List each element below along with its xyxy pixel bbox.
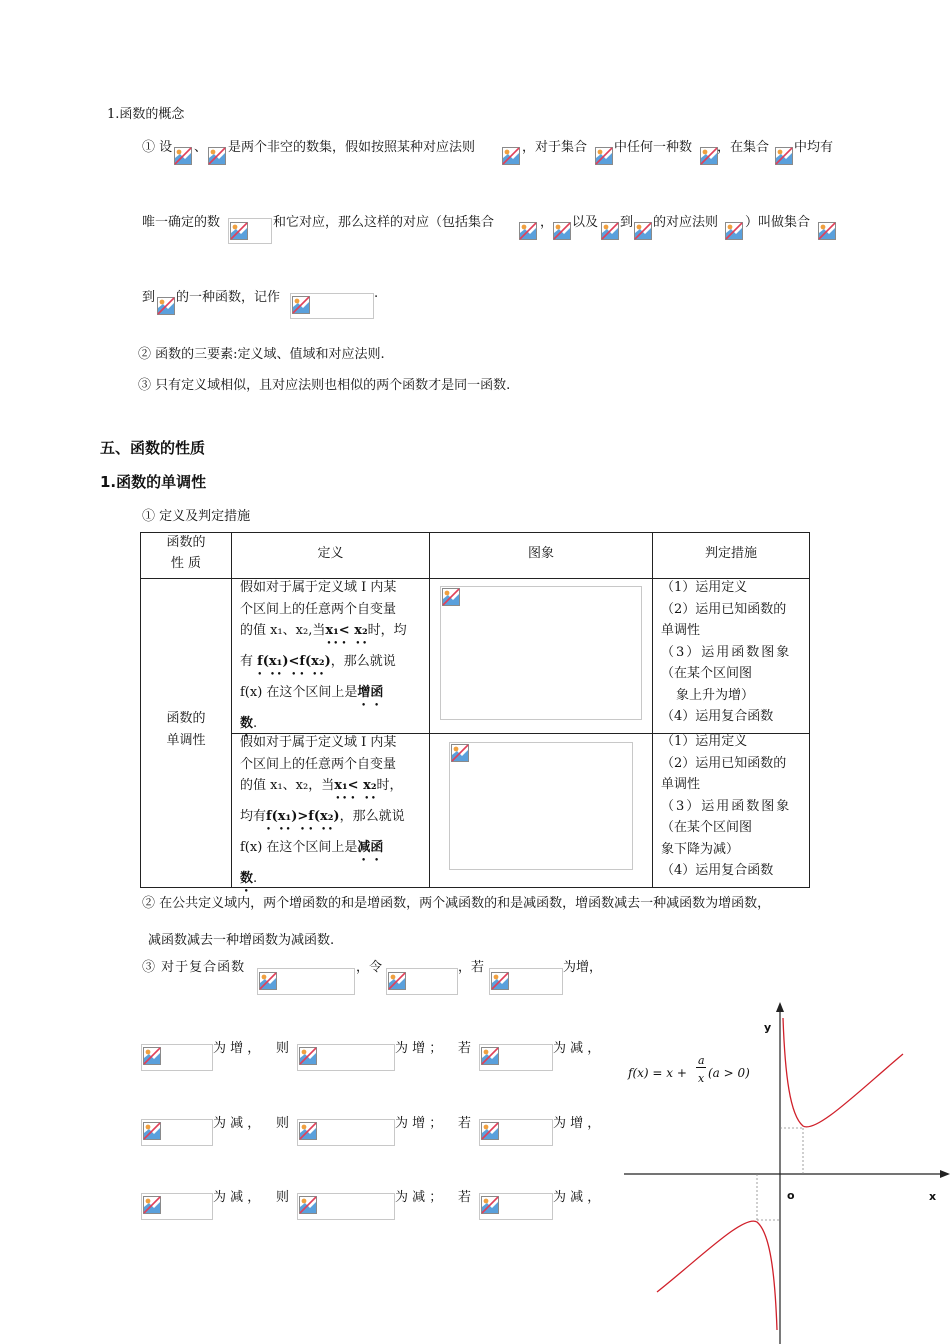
def-text: 时，均 [367, 623, 407, 638]
def-text: 时， [376, 778, 403, 793]
text-segment: 是两个非空的数集，假如按照某种对应法则 [228, 140, 476, 155]
header-text: 函数的 性 质 [166, 535, 206, 571]
text-segment: 唯一确定的数 [142, 215, 221, 230]
sum-of-functions-text: ② 在公共定义域内，两个增函数的和是增函数，两个减函数的和是减函数，增函数减去一种减函数为增函数， [142, 896, 771, 911]
def-line: 个区间上的任意两个自变量 [240, 756, 397, 772]
text-segment: 若 [458, 1041, 472, 1056]
y-axis-arrow-icon [776, 1002, 784, 1012]
table-header-property [141, 532, 231, 574]
text-segment: ，若 [458, 960, 485, 975]
method-item: （2）运用已知函数的 [661, 755, 787, 771]
def-text: 的值 x₁、x₂，当 [240, 778, 335, 793]
emphasis-inequality: f(x₁)>f(x₂) [266, 809, 340, 824]
curve-right-branch [783, 1018, 903, 1127]
def-text: . [253, 871, 258, 886]
def-line: 假如对于属于定义域 I 内某 [240, 580, 397, 595]
table-header-methods: 判定措施 [704, 546, 757, 561]
method-item: 象下降为减） [661, 841, 740, 857]
table-header-definition: 定义 [317, 546, 344, 561]
text-segment: 中任何一种数 [614, 140, 693, 155]
def-text: 的值 x₁、x₂,当 [240, 623, 326, 638]
def-line [240, 775, 425, 802]
broken-image-icon [292, 296, 310, 314]
method-item: （在某个区间图 [661, 820, 753, 835]
increasing-methods [661, 577, 809, 728]
method-item: （3）运用函数图象 [661, 644, 792, 660]
composite-function-text: ③ 对于复合函数 [142, 960, 246, 975]
broken-image-icon [388, 972, 406, 990]
text-segment: 为 增 ； [395, 1041, 443, 1056]
def-line [240, 651, 425, 678]
def-line [240, 868, 425, 895]
emphasis-inequality: f(x₁)<f(x₂) [257, 654, 331, 669]
increasing-graph-placeholder [440, 586, 642, 720]
subsection-monotonicity: 1.函数的单调性 [100, 473, 207, 491]
def-text: 均有 [240, 809, 267, 824]
def-line: 个区间上的任意两个自变量 [240, 601, 397, 617]
method-item: 单调性 [661, 623, 701, 638]
broken-image-icon [481, 1122, 499, 1140]
emphasis-increasing: 数 [240, 716, 254, 731]
hyperbola-graph [620, 1000, 950, 1344]
text-segment: 若 [458, 1190, 472, 1205]
broken-image-icon [442, 588, 460, 606]
emphasis-condition: x₁< x₂ [325, 623, 368, 638]
same-function-text: ③ 只有定义域相似，且对应法则也相似的两个函数才是同一函数. [138, 378, 511, 393]
text-segment: 则 [276, 1041, 290, 1056]
section-heading-function-concept: 1.函数的概念 [107, 107, 185, 122]
method-item: （4）运用复合函数 [661, 709, 774, 724]
broken-image-icon [208, 147, 226, 165]
broken-image-icon [634, 222, 652, 240]
broken-image-icon [553, 222, 571, 240]
method-item: （3）运用函数图象 [661, 798, 792, 814]
origin-label: o [787, 1189, 795, 1202]
text-segment: 为 减 ， [213, 1116, 261, 1131]
broken-image-icon [725, 222, 743, 240]
broken-image-icon [519, 222, 537, 240]
broken-image-icon [230, 222, 248, 240]
def-text: 有 [240, 654, 254, 669]
broken-image-icon [451, 744, 469, 762]
def-line [240, 837, 425, 864]
curve-left-branch [657, 1221, 777, 1330]
decreasing-definition [240, 732, 425, 895]
x-axis-arrow-icon [940, 1170, 950, 1178]
def-text: . [253, 716, 258, 731]
broken-image-icon [481, 1047, 499, 1065]
text-segment: 到 [620, 215, 634, 230]
method-item: （2）运用已知函数的 [661, 601, 787, 617]
def-text: f(x) 在这个区间上是 [240, 840, 358, 855]
def-line [240, 682, 425, 709]
increasing-definition [240, 577, 425, 740]
text-segment: 和它对应，那么这样的对应（包括集合 [273, 215, 495, 230]
table-header-graph: 图象 [527, 546, 554, 561]
broken-image-icon [143, 1196, 161, 1214]
text-segment: 的一种函数，记作 [176, 290, 281, 305]
broken-image-icon [299, 1047, 317, 1065]
text-segment: 的对应法则 [653, 215, 719, 230]
emphasis-decreasing: 数 [240, 871, 254, 886]
broken-image-icon [595, 147, 613, 165]
method-item: 单调性 [661, 777, 701, 792]
text-segment: 中均有 [794, 140, 834, 155]
emphasis-increasing: 增函 [357, 685, 384, 700]
broken-image-icon [818, 222, 836, 240]
broken-image-icon [174, 147, 192, 165]
broken-image-icon [299, 1196, 317, 1214]
decreasing-methods [661, 731, 809, 882]
method-item: （1）运用定义 [661, 580, 748, 595]
method-item: （4）运用复合函数 [661, 863, 774, 878]
text-segment: 为 减 ； [395, 1190, 443, 1205]
section-title-function-properties: 五、函数的性质 [100, 439, 206, 457]
def-text: f(x) 在这个区间上是 [240, 685, 358, 700]
emphasis-decreasing: 减函 [357, 840, 384, 855]
broken-image-icon [299, 1122, 317, 1140]
sum-of-functions-text-cont: 减函数减去一种增函数为减函数. [148, 933, 335, 948]
def-text: ，那么就说 [330, 654, 396, 669]
def-line: 假如对于属于定义域 I 内某 [240, 735, 397, 750]
method-item: （1）运用定义 [661, 734, 748, 749]
def-line [240, 806, 425, 833]
text-segment: 以及 [572, 215, 599, 230]
text-segment: 为 减 ， [213, 1190, 261, 1205]
broken-image-icon [491, 972, 509, 990]
broken-image-icon [157, 297, 175, 315]
text-segment: ，对于集合 [522, 140, 588, 155]
text-segment: ① 设 [142, 140, 173, 155]
text-segment: 、 [194, 140, 208, 155]
text-segment: 为 减 ， [553, 1041, 601, 1056]
three-elements-text: ② 函数的三要素:定义域、值域和对应法则. [138, 347, 385, 362]
broken-image-icon [143, 1122, 161, 1140]
text-segment: 为 增 ， [553, 1116, 601, 1131]
y-axis-label: y [764, 1021, 772, 1034]
text-segment: 为增， [563, 960, 603, 975]
text-segment: . [374, 286, 379, 301]
decreasing-graph-placeholder [449, 742, 633, 870]
text-segment: 到 [142, 290, 156, 305]
broken-image-icon [481, 1196, 499, 1214]
text-segment: ，在集合 [717, 140, 770, 155]
method-item: （在某个区间图 [661, 666, 753, 681]
broken-image-icon [775, 147, 793, 165]
text-segment: 则 [276, 1116, 290, 1131]
def-text: ，那么就说 [339, 809, 405, 824]
text-segment: 若 [458, 1116, 472, 1131]
text-segment: 为 减 ， [553, 1190, 601, 1205]
text-segment: 则 [276, 1190, 290, 1205]
broken-image-icon [700, 147, 718, 165]
emphasis-condition: x₁< x₂ [334, 778, 377, 793]
broken-image-icon [259, 972, 277, 990]
text-segment: 为 增 ； [395, 1116, 443, 1131]
text-segment: 为 增 ， [213, 1041, 261, 1056]
text-segment: ， [540, 215, 554, 230]
broken-image-icon [601, 222, 619, 240]
row-label-monotonicity [141, 708, 231, 751]
text-segment: ，令 [356, 960, 383, 975]
def-line [240, 620, 425, 647]
method-item: 象上升为增） [676, 687, 755, 703]
definition-and-methods-heading: ① 定义及判定措施 [142, 509, 251, 524]
text-segment: ）叫做集合 [745, 215, 811, 230]
row-label-text: 函数的 单调性 [166, 711, 206, 748]
x-axis-label: x [929, 1190, 937, 1203]
broken-image-icon [143, 1047, 161, 1065]
broken-image-icon [502, 147, 520, 165]
